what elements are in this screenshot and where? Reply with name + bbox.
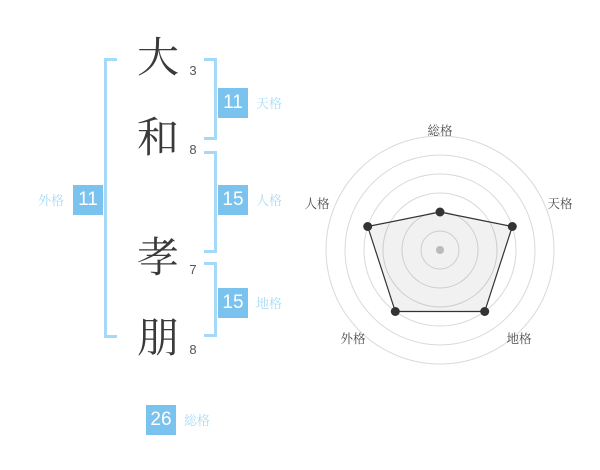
stroke-count-2: 8 [189, 142, 197, 157]
radar-data-point [480, 307, 489, 316]
soukaku-value-badge: 26 [146, 405, 176, 435]
radar-data-point [363, 222, 372, 231]
name-char-2: 和 [136, 114, 179, 161]
soukaku-label: 総格 [184, 413, 211, 428]
radar-center-dot [436, 246, 444, 254]
gaikaku-label: 外格 [38, 193, 65, 208]
jinkaku-bracket [204, 151, 217, 253]
tenkaku-value-badge: 11 [218, 88, 248, 118]
radar-axis-label-soukaku: 総格 [427, 124, 453, 138]
jinkaku-label: 人格 [256, 193, 283, 208]
gaikaku-bracket [104, 58, 117, 338]
chikaku-bracket [204, 262, 217, 337]
gaikaku-value-badge: 11 [73, 185, 103, 215]
stroke-count-1: 3 [189, 63, 197, 78]
name-char-4: 朋 [136, 314, 179, 361]
radar-data-point [391, 307, 400, 316]
tenkaku-label: 天格 [256, 96, 283, 111]
chikaku-value-badge: 15 [218, 288, 248, 318]
radar-axis-label-gaikaku: 外格 [340, 332, 366, 346]
radar-axis-label-tenkaku: 天格 [547, 197, 573, 211]
radar-data-point [436, 208, 445, 217]
jinkaku-value-badge: 15 [218, 185, 248, 215]
radar-data-polygon [368, 212, 513, 312]
radar-data-point [508, 222, 517, 231]
chikaku-label: 地格 [256, 296, 283, 311]
tenkaku-bracket [204, 58, 217, 140]
kaku-radar-chart [320, 125, 560, 365]
radar-axis-label-jinkaku: 人格 [304, 197, 330, 211]
name-char-3: 孝 [136, 234, 179, 281]
stroke-count-3: 7 [189, 262, 197, 277]
name-char-1: 大 [136, 34, 179, 81]
radar-axis-label-chikaku: 地格 [506, 332, 532, 346]
stroke-count-4: 8 [189, 342, 197, 357]
